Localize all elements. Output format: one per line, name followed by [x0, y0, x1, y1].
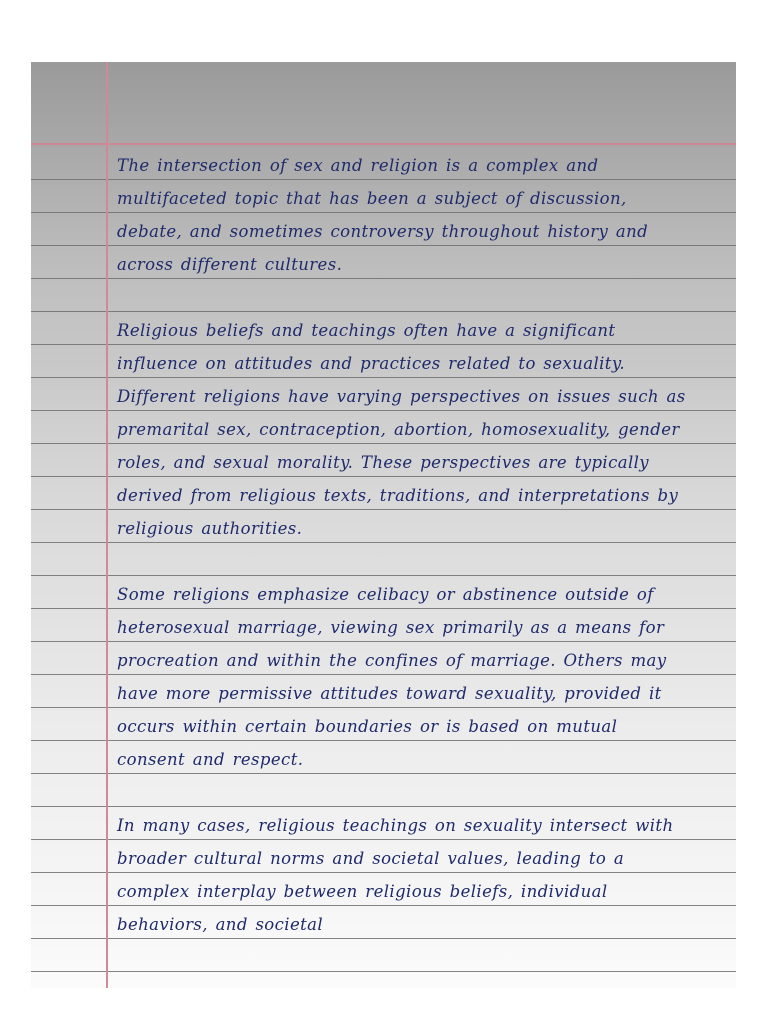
- paragraph-1: The intersection of sex and religion is a complex and multifaceted topic that has been a subject of discussion, debate, and sometimes controversy throughout history and across different cultures.: [117, 156, 649, 274]
- notebook-page: [31, 62, 736, 988]
- header-rule-line: [31, 143, 736, 145]
- margin-line: [106, 62, 108, 988]
- paragraph-4: In many cases, religious teachings on sexuality intersect with broader cultural norms and societal values, leading to a complex interplay between religious beliefs, individual behaviors, and societal: [117, 816, 674, 934]
- rule-line: [31, 971, 736, 972]
- paragraph-2: Religious beliefs and teachings often have a significant influence on attitudes and practices related to sexuality. Different religions have varying perspectives on issues such as premarital sex, contraception, abortion, homosexuality, gender roles, and sexual morality. These perspectives are typically derived from religious texts, traditions, and interpretations by religious authorities.: [117, 321, 686, 538]
- handwritten-text: [117, 149, 729, 941]
- paragraph-gap: [117, 281, 729, 314]
- paragraph-3: Some religions emphasize celibacy or abstinence outside of heterosexual marriage, viewing sex primarily as a means for procreation and within the confines of marriage. Others may have more permissive attitudes toward sexuality, provided it occurs within certain boundaries or is based on mutual consent and respect.: [117, 585, 667, 769]
- paragraph-gap: [117, 776, 729, 809]
- paragraph-gap: [117, 545, 729, 578]
